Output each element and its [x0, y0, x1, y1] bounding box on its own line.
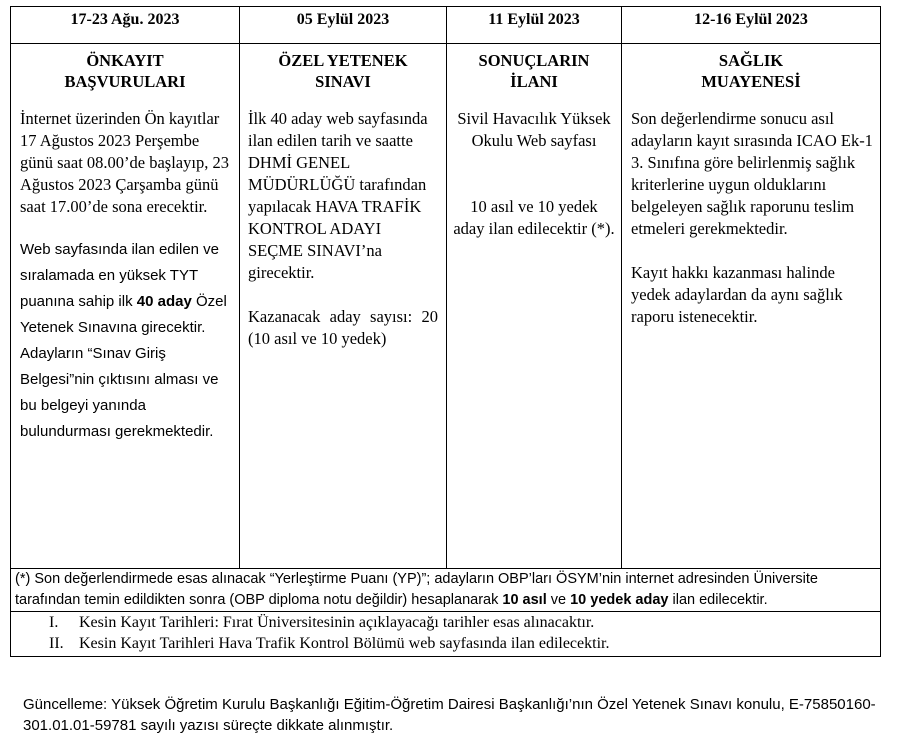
content-row	[11, 44, 881, 569]
preregistration-cell	[11, 44, 240, 569]
date-cell: 12-16 Eylül 2023	[622, 7, 881, 44]
footnote-cell: (*) Son değerlendirmede esas alınacak “Yerleştirme Puanı (YP)”; adayların OBP’ları ÖSYM’nin internet adresinden Üniversite tarafından temin edildikten sonra (OBP diploma notu değildir) hesaplanarak 10 asıl ve 10 yedek aday ilan edilecektir.	[11, 569, 881, 612]
final-registration-list	[21, 612, 880, 654]
reserve-health-text: Kayıt hakkı kazanması halinde yedek adaylardan da aynı sağlık raporu istenecektir.	[631, 263, 843, 326]
results-count-text: 10 asıl ve 10 yedek aday ilan edilecektir (*).	[453, 197, 615, 238]
preregistration-selection-text: Web sayfasında ilan edilen ve sıralamada en yüksek TYT puanına sahip ilk 40 aday Özel Yetenek Sınavına girecektir. Adayların “Sınav Giriş Belgesi”nin çıktısını alması ve bu belgeyi yanında bulundurması gerekmektedir.	[20, 241, 227, 440]
health-requirement-text: Son değerlendirme sonucu asıl adayların kayıt sırasında ICAO Ek-1 3. Sınıfına göre belirlenmiş sağlık kriterlerine uygun olduklarını belgeleyen sağlık raporunu teslim etmeleri gerekmektedir.	[631, 109, 873, 238]
column-heading: SAĞLIK MUAYENESİ	[701, 51, 801, 91]
date-row	[11, 7, 881, 44]
date-cell: 17-23 Ağu. 2023	[11, 7, 240, 44]
special-exam-cell	[240, 44, 447, 569]
health-exam-cell	[622, 44, 881, 569]
schedule-table	[10, 6, 881, 657]
footnote-row	[11, 569, 881, 612]
results-cell	[447, 44, 622, 569]
column-heading: ÖNKAYIT BAŞVURULARI	[64, 51, 186, 91]
date-cell: 05 Eylül 2023	[240, 7, 447, 44]
list-item: I. Kesin Kayıt Tarihleri: Fırat Üniversitesinin açıklayacağı tarihler esas alınacaktır.	[49, 614, 595, 631]
results-source-text: Sivil Havacılık Yüksek Okulu Web sayfası	[457, 109, 611, 150]
date-cell: 11 Eylül 2023	[447, 7, 622, 44]
winner-count-text: Kazanacak aday sayısı: 20 (10 asıl ve 10 yedek)	[248, 307, 438, 348]
column-heading: ÖZEL YETENEK SINAVI	[278, 51, 408, 91]
list-item: II. Kesin Kayıt Tarihleri Hava Trafik Kontrol Bölümü web sayfasında ilan edilecektir.	[49, 635, 610, 652]
special-exam-text: İlk 40 aday web sayfasında ilan edilen tarih ve saatte DHMİ GENEL MÜDÜRLÜĞÜ tarafından yapılacak HAVA TRAFİK KONTROL ADAYI SEÇME SINAVI’na girecektir.	[248, 109, 428, 282]
column-heading: SONUÇLARIN İLANI	[478, 51, 590, 91]
update-note: Güncelleme: Yüksek Öğretim Kurulu Başkanlığı Eğitim-Öğretim Dairesi Başkanlığı’nın Özel Yetenek Sınavı konulu, E-75850160-301.01.01-59781 sayılı yazısı süreçte dikkate alınmıştır.	[23, 696, 876, 734]
notes-cell	[11, 612, 881, 657]
preregistration-dates-text: İnternet üzerinden Ön kayıtlar 17 Ağustos 2023 Perşembe günü saat 08.00’de başlayıp, 23 Ağustos 2023 Çarşamba günü saat 17.00’de sona erecektir.	[20, 109, 229, 216]
notes-row	[11, 612, 881, 657]
